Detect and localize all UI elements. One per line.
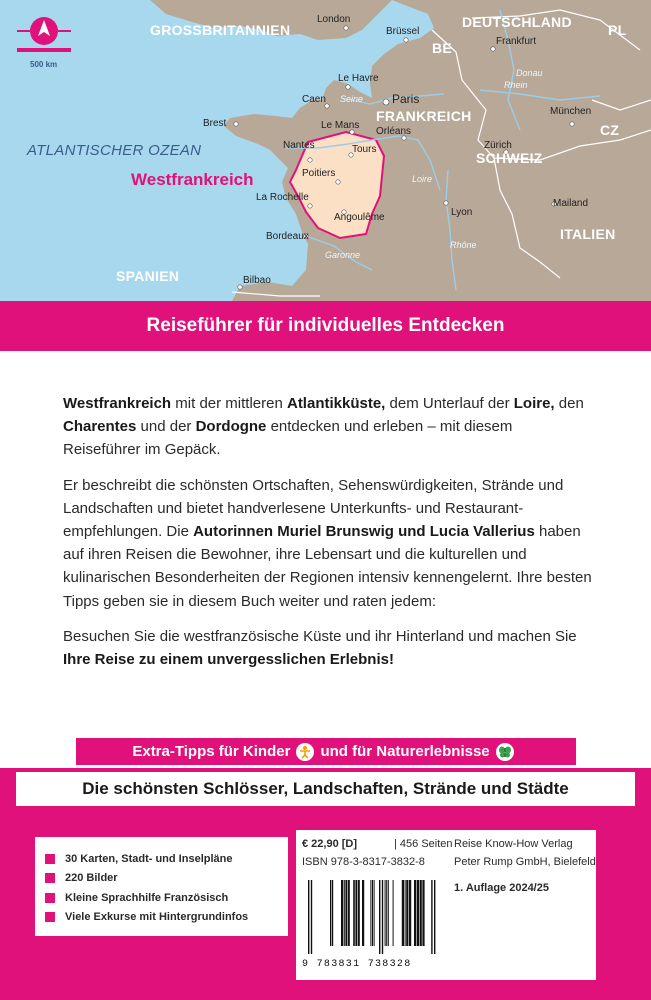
bullet-icon bbox=[45, 893, 55, 903]
city-label: Caen bbox=[302, 94, 326, 105]
barcode-bar bbox=[402, 880, 404, 946]
barcode-bar bbox=[348, 880, 350, 946]
barcode-bar bbox=[353, 880, 355, 946]
city-label: Mailand bbox=[553, 198, 589, 209]
city-label: Tours bbox=[352, 144, 377, 155]
emphasis-text: Dordogne bbox=[195, 418, 267, 436]
city-label: Brest bbox=[203, 118, 227, 129]
price: € 22,90 [D] bbox=[302, 838, 358, 850]
body-text: den bbox=[554, 395, 584, 412]
barcode-bar bbox=[379, 880, 380, 954]
emphasis-text: Loire, bbox=[513, 395, 555, 412]
barcode-bar bbox=[417, 880, 419, 946]
city-label: Lyon bbox=[451, 207, 473, 218]
isbn: ISBN 978-3-8317-3832-8 bbox=[302, 856, 425, 868]
child-icon bbox=[296, 743, 314, 761]
barcode-bar bbox=[414, 880, 416, 946]
feature-item bbox=[45, 908, 288, 928]
barcode-bar bbox=[406, 880, 408, 946]
barcode-bar bbox=[431, 880, 432, 954]
river-label: Loire bbox=[412, 174, 433, 184]
paragraph bbox=[63, 392, 593, 462]
city-label: Angoulême bbox=[334, 212, 385, 223]
barcode-bar bbox=[409, 880, 411, 946]
river-label: Donau bbox=[516, 68, 543, 78]
barcode-bar bbox=[370, 880, 371, 946]
river-label: Seine bbox=[340, 94, 364, 104]
barcode-bar bbox=[388, 880, 389, 946]
barcode-bar bbox=[434, 880, 435, 954]
emphasis-text: Westfrankreich bbox=[63, 395, 172, 412]
country-label: CZ bbox=[600, 122, 620, 138]
emphasis-text: Ihre Reise zu einem unvergesslichen Erlebnis! bbox=[63, 651, 394, 669]
emphasis-text: Autorinnen Muriel Brunswig und Lucia Vallerius bbox=[193, 523, 535, 541]
barcode-digits: 9 783831 738328 bbox=[302, 959, 412, 970]
city-label: Nantes bbox=[283, 140, 315, 151]
city-label: Le Mans bbox=[321, 120, 360, 131]
barcode-bar bbox=[405, 880, 406, 946]
barcode-bar bbox=[358, 880, 360, 946]
barcode-bar bbox=[382, 880, 383, 954]
edition: 1. Auflage 2024/25 bbox=[454, 882, 549, 894]
scale-bar bbox=[17, 48, 71, 52]
country-label: ITALIEN bbox=[560, 226, 616, 242]
barcode-bar bbox=[422, 880, 424, 946]
city-label: Bilbao bbox=[243, 275, 271, 286]
city-label: La Rochelle bbox=[256, 192, 309, 203]
city-label: Paris bbox=[392, 92, 420, 106]
feature-item bbox=[45, 869, 288, 889]
paragraph bbox=[63, 625, 593, 671]
barcode-bar bbox=[393, 880, 394, 946]
body-text: Besuchen Sie die westfranzösische Küste und ihr Hinterland und machen Sie bbox=[63, 627, 577, 645]
barcode-bar bbox=[374, 880, 375, 946]
barcode-bar bbox=[341, 880, 343, 946]
country-label: BE bbox=[432, 40, 453, 56]
river-label: Garonne bbox=[325, 250, 361, 260]
extra-tips-label: Extra-Tipps für Kinder bbox=[132, 743, 291, 760]
bullet-icon bbox=[45, 854, 55, 864]
country-label: FRANKREICH bbox=[376, 108, 472, 124]
tagline: Die schönsten Schlösser, Landschaften, Strände und Städte bbox=[16, 772, 635, 806]
barcode-bar bbox=[386, 880, 387, 946]
barcode-bar bbox=[372, 880, 373, 946]
city-label: München bbox=[550, 106, 592, 117]
body-text: entdecken und erleben – mit diesem Reiseführer im Gepäck. bbox=[63, 418, 513, 459]
city-label: Orléans bbox=[376, 126, 412, 137]
body-text: und der bbox=[136, 418, 196, 436]
page-count: | 456 Seiten bbox=[394, 838, 453, 850]
barcode-bar bbox=[332, 880, 334, 946]
barcode-bar bbox=[345, 880, 347, 946]
subtitle-banner: Reiseführer für individuelles Entdecken bbox=[0, 301, 651, 351]
scale-label: 500 km bbox=[30, 60, 58, 69]
barcode-bar bbox=[311, 880, 312, 954]
country-label: DEUTSCHLAND bbox=[462, 14, 572, 30]
ocean-label: ATLANTISCHER OZEAN bbox=[27, 142, 202, 159]
body-text: Er beschreibt die schönsten Ortschaften, Sehenswürdigkeiten, Strände und Landschaften und bietet handverlesene Unterkunfts- und Restaurant-empfehlungen. Die bbox=[63, 476, 564, 541]
barcode-bar bbox=[330, 880, 331, 946]
features-box bbox=[35, 837, 288, 936]
country-label: PL bbox=[608, 22, 627, 38]
city-label: Brüssel bbox=[386, 26, 420, 37]
publisher-name: Reise Know-How Verlag bbox=[454, 838, 573, 850]
barcode-bars bbox=[302, 878, 442, 956]
feature-text: 30 Karten, Stadt- und Inselpläne bbox=[65, 852, 233, 865]
city-label: Frankfurt bbox=[496, 36, 537, 47]
feature-text: 220 Bilder bbox=[65, 872, 118, 885]
bullet-icon bbox=[45, 873, 55, 883]
region-label: Westfrankreich bbox=[131, 170, 254, 189]
paragraph bbox=[63, 474, 593, 613]
butterfly-icon bbox=[496, 743, 514, 761]
map bbox=[0, 0, 651, 301]
barcode-bar bbox=[308, 880, 309, 954]
feature-text: Kleine Sprachhilfe Französisch bbox=[65, 891, 229, 904]
barcode-bar bbox=[355, 880, 357, 946]
barcode-bar bbox=[385, 880, 386, 946]
barcode-bar bbox=[344, 880, 345, 946]
country-label: SCHWEIZ bbox=[476, 150, 543, 166]
city-label: London bbox=[317, 14, 351, 25]
body-text: mit der mittleren bbox=[171, 395, 287, 412]
feature-item bbox=[45, 849, 288, 869]
publisher-address: Peter Rump GmbH, Bielefeld bbox=[454, 856, 596, 868]
city-label: Le Havre bbox=[338, 73, 379, 84]
body-text: haben auf ihren Reisen die Bewohner, ihre Lebensart und die kulturellen und kulinarischen Besonderheiten der Regionen intensiv kennengelernt. Ihre besten Tipps geben sie in diesem Buch weiter und raten jedem: bbox=[63, 523, 592, 610]
city-label: Bordeaux bbox=[266, 231, 309, 242]
feature-item bbox=[45, 888, 288, 908]
country-label: GROSSBRITANNIEN bbox=[150, 22, 291, 38]
emphasis-text: Atlantikküste, bbox=[286, 395, 386, 412]
river-label: Rhein bbox=[504, 80, 528, 90]
city-label: Zürich bbox=[484, 140, 512, 151]
blurb bbox=[63, 392, 593, 683]
bullet-icon bbox=[45, 912, 55, 922]
feature-text: Viele Exkurse mit Hintergrundinfos bbox=[65, 911, 249, 924]
extra-tips-bar bbox=[76, 738, 576, 765]
country-label: SPANIEN bbox=[116, 268, 180, 284]
city-label: Poitiers bbox=[302, 168, 336, 179]
river-label: Rhône bbox=[450, 240, 477, 250]
barcode-bar bbox=[420, 880, 422, 946]
nature-tips-label: und für Naturerlebnisse bbox=[320, 743, 490, 760]
body-text: dem Unterlauf der bbox=[385, 395, 514, 412]
barcode-bar bbox=[362, 880, 364, 946]
barcode bbox=[302, 878, 442, 968]
emphasis-text: Charentes bbox=[63, 418, 137, 436]
